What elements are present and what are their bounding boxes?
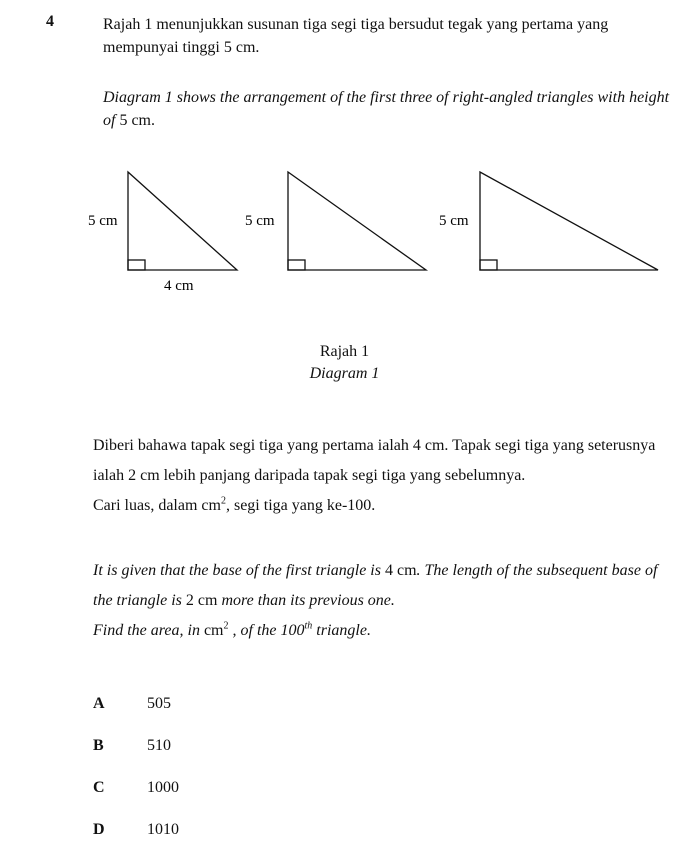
diagram-caption-english: Diagram 1	[309, 365, 380, 382]
option-c-letter: C	[93, 779, 105, 796]
right-angle-marker-1	[128, 260, 145, 270]
intro-english-text: Diagram 1 shows the arrangement of the first three of right-angled triangles with height of	[103, 89, 670, 129]
triangle-1	[128, 172, 237, 270]
option-b-value[interactable]: 510	[147, 737, 171, 754]
triangle-1-base-label: 4 cm	[164, 278, 194, 294]
triangle-1-height-label: 5 cm	[88, 213, 118, 229]
option-a-letter: A	[93, 695, 105, 712]
paragraph-english-given: It is given that the base of the first triangle is 4 cm. The length of the subsequent base of the triangle is 2 cm more than its previous one.	[93, 562, 658, 609]
triangle-2	[288, 172, 426, 270]
option-d-letter: D	[93, 821, 105, 838]
question-number: 4	[46, 13, 54, 30]
intro-malay: Rajah 1 menunjukkan susunan tiga segi tiga bersudut tegak yang pertama yang mempunyai tinggi 5 cm.	[103, 16, 609, 56]
triangle-2-height-label: 5 cm	[245, 213, 275, 229]
paragraph-malay	[93, 431, 673, 521]
paragraph-malay-find: Cari luas, dalam $cm^2$, segi tiga yang ke-100.	[93, 495, 376, 514]
triangle-3-height-label: 5 cm	[439, 213, 469, 229]
option-d-value[interactable]: 1010	[147, 821, 179, 838]
diagram-caption-malay: Rajah 1	[319, 343, 370, 360]
right-angle-marker-2	[288, 260, 305, 270]
triangle-3	[480, 172, 658, 270]
paragraph-malay-given: Diberi bahawa tapak segi tiga yang pertama ialah 4 cm. Tapak segi tiga yang seterusnya ialah 2 cm lebih panjang daripada tapak segi tiga yang sebelumnya.	[93, 437, 656, 484]
paragraph-english	[93, 556, 673, 646]
option-b-letter: B	[93, 737, 104, 754]
option-a-value[interactable]: 505	[147, 695, 171, 712]
option-c-value[interactable]: 1000	[147, 779, 179, 796]
intro-english-height: 5 cm.	[119, 112, 155, 129]
right-angle-marker-3	[480, 260, 497, 270]
paragraph-english-find: Find the area, in $cm^2$ , of the 100th triangle.	[93, 620, 371, 639]
triangle-diagram	[0, 0, 689, 310]
